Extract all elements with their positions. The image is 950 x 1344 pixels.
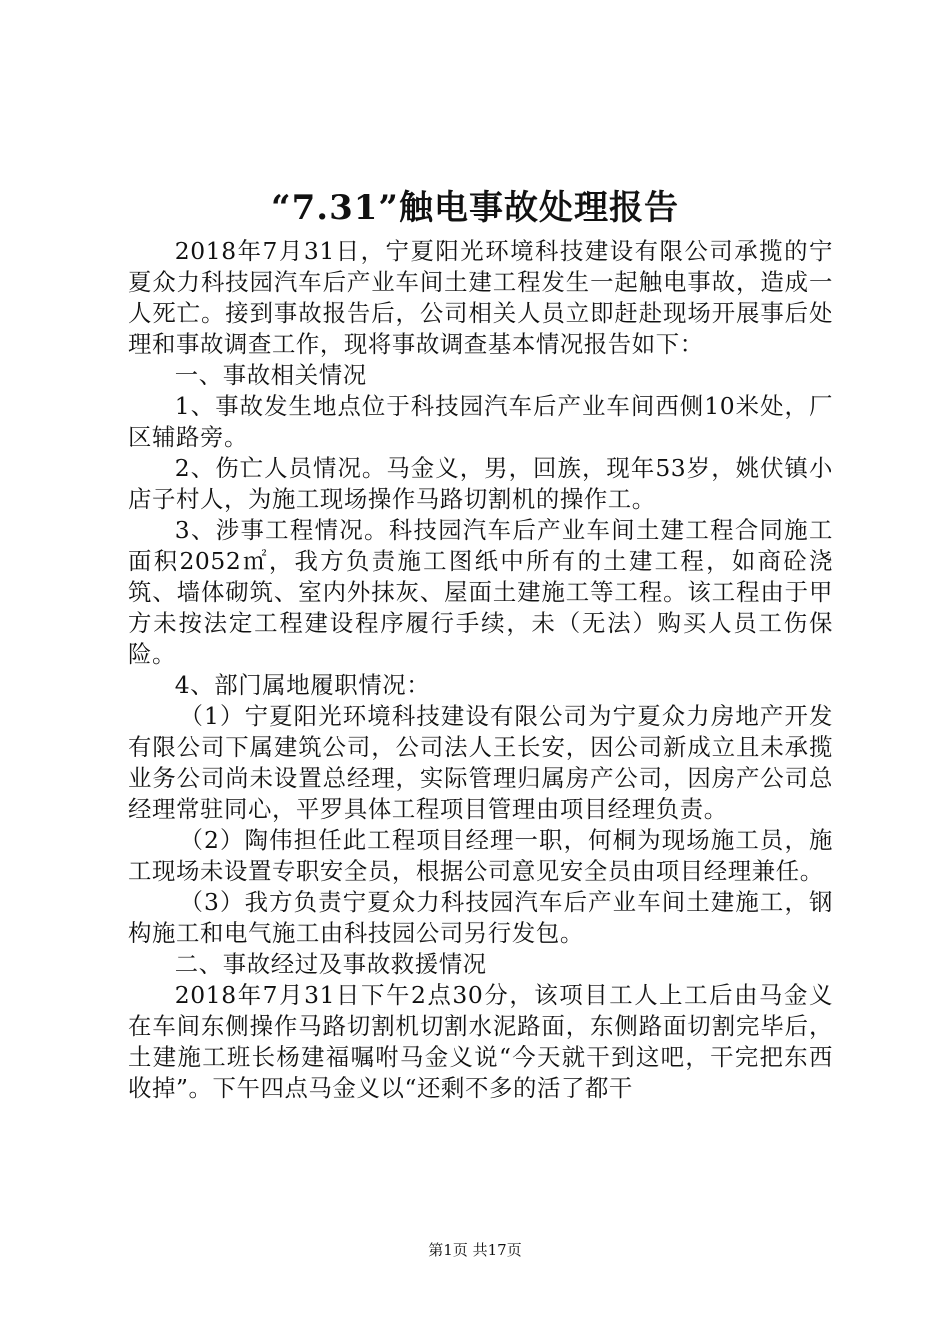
paragraph-project: 3、涉事工程情况。科技园汽车后产业车间土建工程合同施工面积2052㎡，我方负责施工图纸中所有的土建工程，如商砼浇筑、墙体砌筑、室内外抹灰、屋面土建施工等工程。该工程由于甲方未按法定工程建设程序履行手续，未（无法）购买人员工伤保险。 <box>128 516 833 668</box>
paragraph-intro: 2018年7月31日，宁夏阳光环境科技建设有限公司承揽的宁夏众力科技园汽车后产业车间土建工程发生一起触电事故，造成一人死亡。接到事故报告后，公司相关人员立即赶赴现场开展事后处理和事故调查工作，现将事故调查基本情况报告如下： <box>128 237 833 358</box>
section-heading-1: 一、事故相关情况 <box>174 361 367 389</box>
paragraph-duty-1: （1）宁夏阳光环境科技建设有限公司为宁夏众力房地产开发有限公司下属建筑公司，公司法人王长安，因公司新成立且未承揽业务公司尚未设置总经理，实际管理归属房产公司，因房产公司总经理常驻同心，平罗具体工程项目管理由项目经理负责。 <box>128 702 833 823</box>
paragraph-duty-3: （3）我方负责宁夏众力科技园汽车后产业车间土建施工，钢构施工和电气施工由科技园公司另行发包。 <box>128 888 833 947</box>
page-footer: 第1页 共17页 <box>428 1241 522 1259</box>
section-heading-2: 二、事故经过及事故救援情况 <box>174 950 487 978</box>
document-body <box>128 236 833 1104</box>
paragraph-duties-heading: 4、部门属地履职情况： <box>174 671 431 699</box>
paragraph-location: 1、事故发生地点位于科技园汽车后产业车间西侧10米处，厂区辅路旁。 <box>128 392 833 451</box>
paragraph-accident-process: 2018年7月31日下午2点30分，该项目工人上工后由马金义在车间东侧操作马路切割机切割水泥路面，东侧路面切割完毕后，土建施工班长杨建福嘱咐马金义说“今天就干到这吧，干完把东西收掉”。下午四点马金义以“还剩不多的活了都干 <box>128 981 833 1102</box>
document-title: “7.31”触电事故处理报告 <box>271 188 679 228</box>
paragraph-casualty: 2、伤亡人员情况。马金义，男，回族，现年53岁，姚伏镇小店子村人，为施工现场操作马路切割机的操作工。 <box>128 454 833 513</box>
paragraph-duty-2: （2）陶伟担任此工程项目经理一职，何桐为现场施工员，施工现场未设置专职安全员，根据公司意见安全员由项目经理兼任。 <box>128 826 833 885</box>
